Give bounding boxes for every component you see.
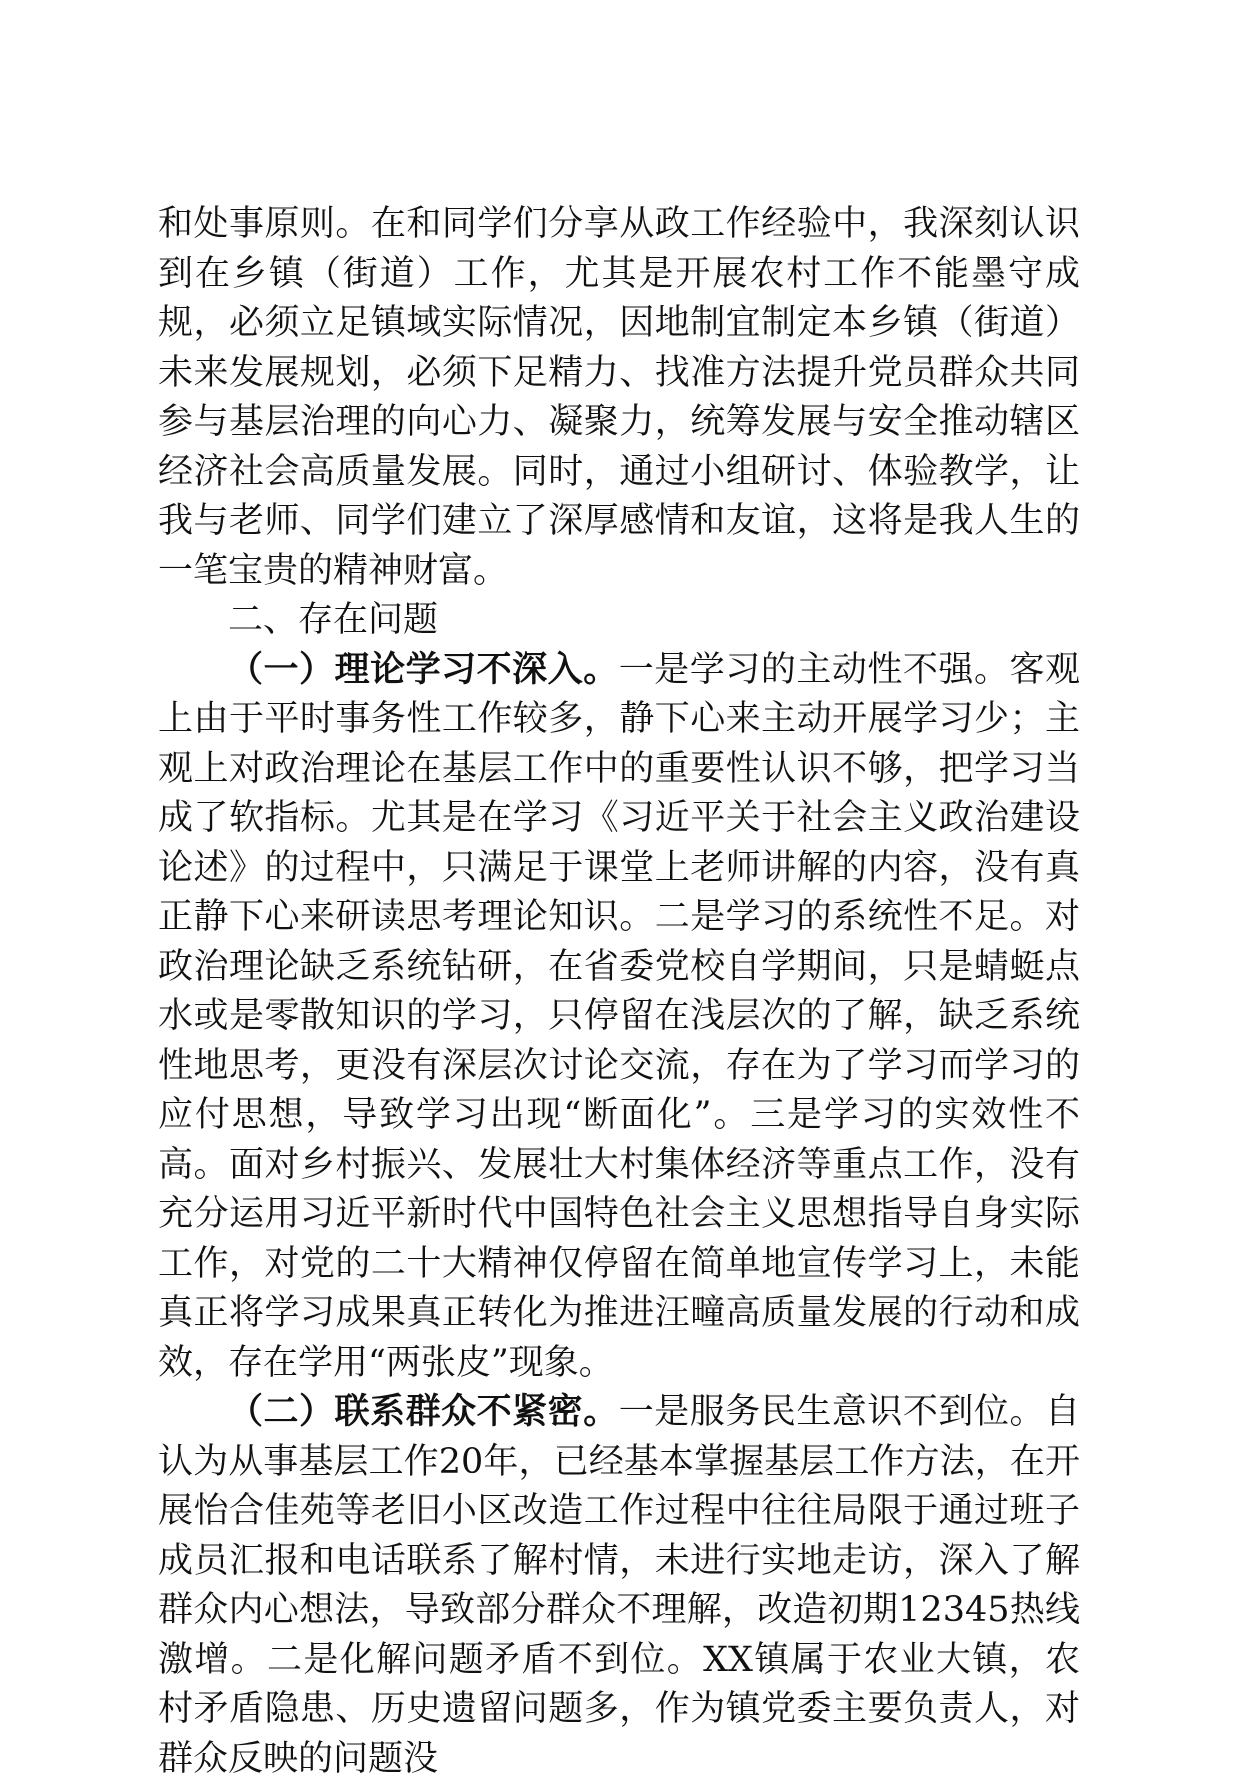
section-heading: 二、存在问题 bbox=[228, 600, 439, 640]
problem-item-2 bbox=[158, 1388, 1080, 1784]
problem-item-1-body: 一是学习的主动性不强。客观上由于平时事务性工作较多，静下心来主动开展学习少；主观上对政治理论在基层工作中的重要性认识不够，把学习当成了软指标。尤其是在学习《习近平关于社会主义政治建设论述》的过程中，只满足于课堂上老师讲解的内容，没有真正静下心来研读思考理论知识。二是学习的系统性不足。对政治理论缺乏系统钻研，在省委党校自学期间，只是蜻蜓点水或是零散知识的学习，只停留在浅层次的了解，缺乏系统性地思考，更没有深层次讨论交流，存在为了学习而学习的应付思想，导致学习出现“断面化”。三是学习的实效性不高。面对乡村振兴、发展壮大村集体经济等重点工作，没有充分运用习近平新时代中国特色社会主义思想指导自身实际工作，对党的二十大精神仅停留在简单地宣传学习上，未能真正将学习成果真正转化为推进汪疃高质量发展的行动和成效，存在学用“两张皮”现象。 bbox=[158, 649, 1080, 1383]
problem-item-2-body: 一是服务民生意识不到位。自认为从事基层工作20年，已经基本掌握基层工作方法，在开展怡合佳苑等老旧小区改造工作过程中往往局限于通过班子成员汇报和电话联系了解村情，未进行实地走访，深入了解群众内心想法，导致部分群众不理解，改造初期12345热线激增。二是化解问题矛盾不到位。XX镇属于农业大镇，农村矛盾隐患、历史遗留问题多，作为镇党委主要负责人，对群众反映的问题没 bbox=[158, 1392, 1080, 1779]
problem-item-2-title: （二）联系群众不紧密。 bbox=[228, 1392, 619, 1432]
problem-item-1 bbox=[158, 646, 1080, 1389]
paragraph-text: 和处事原则。在和同学们分享从政工作经验中，我深刻认识到在乡镇（街道）工作，尤其是开展农村工作不能墨守成规，必须立足镇域实际情况，因地制宜制定本乡镇（街道）未来发展规划，必须下足精力、找准方法提升党员群众共同参与基层治理的向心力、凝聚力，统筹发展与安全推动辖区经济社会高质量发展。同时，通过小组研讨、体验教学，让我与老师、同学们建立了深厚感情和友谊，这将是我人生的一笔宝贵的精神财富。 bbox=[158, 204, 1080, 591]
paragraph-continuation bbox=[158, 200, 1080, 596]
problem-item-1-title: （一）理论学习不深入。 bbox=[228, 649, 619, 690]
document-body bbox=[158, 200, 1080, 1784]
